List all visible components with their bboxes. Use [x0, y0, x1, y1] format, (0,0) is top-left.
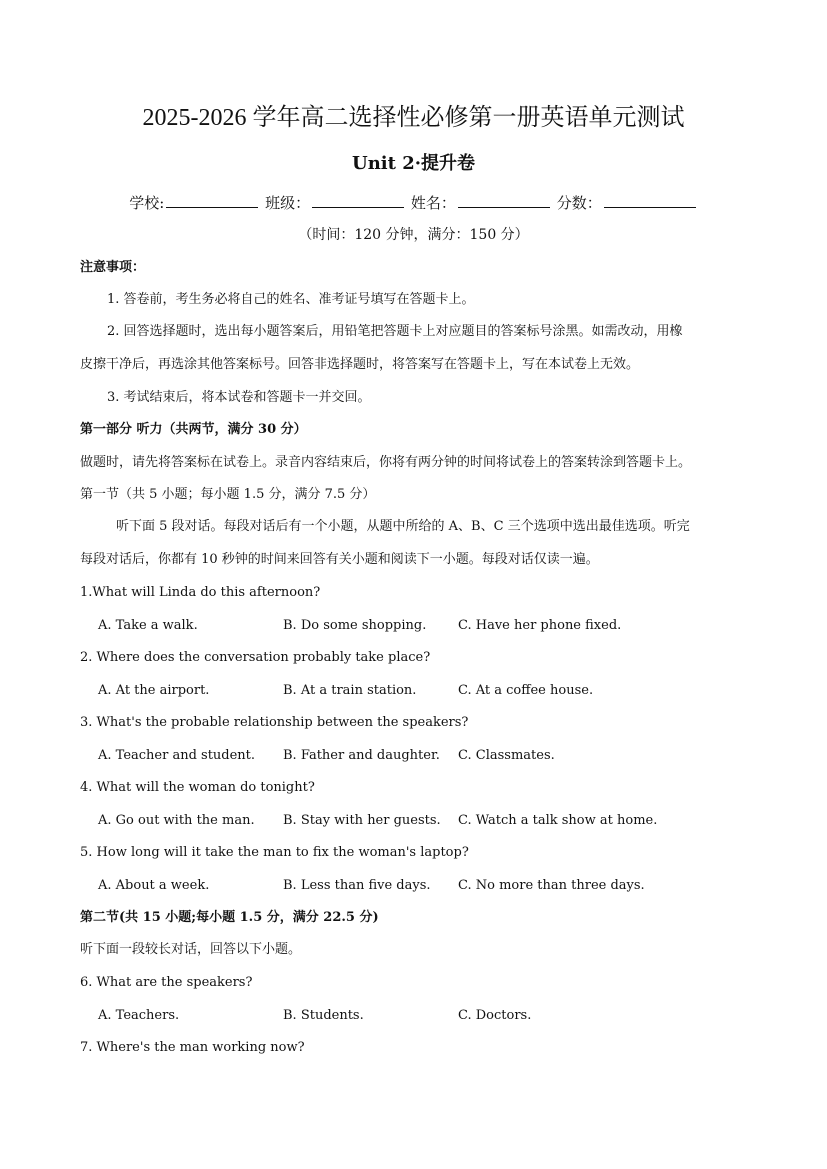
part1-heading: 第一部分 听力（共两节，满分 30 分） [80, 422, 307, 437]
class-blank [312, 193, 404, 208]
question: 3. What's the probable relationship between the speakers? [80, 715, 469, 730]
option-c: C. At a coffee house. [458, 683, 594, 698]
notes-heading: 注意事项： [80, 260, 146, 275]
part1-intro: 做题时，请先将答案标在试卷上。录音内容结束后，你将有两分钟的时间将试卷上的答案转涂到答题卡上。 [80, 455, 692, 470]
option-c: C. Classmates. [458, 748, 555, 763]
note-1: 1. 答卷前，考生务必将自己的姓名、准考证号填写在答题卡上。 [107, 292, 475, 307]
question: 5. How long will it take the man to fix the woman's laptop? [80, 845, 469, 860]
option-b: B. At a train station. [283, 683, 417, 698]
question: 7. Where's the man working now? [80, 1040, 305, 1055]
student-info-fields [0, 193, 827, 213]
question: 6. What are the speakers? [80, 975, 253, 990]
school-label: 学校: [129, 194, 165, 212]
section1-intro: 听下面 5 段对话。每段对话后有一个小题，从题中所给的 A、B、C 三个选项中选出最佳选项。听完 [116, 519, 690, 534]
option-a: A. Go out with the man. [98, 813, 255, 828]
school-blank [166, 193, 258, 208]
note-3: 3. 考试结束后，将本试卷和答题卡一并交回。 [107, 390, 371, 405]
option-a: A. About a week. [98, 878, 210, 893]
option-a: A. Teacher and student. [98, 748, 256, 763]
section1-intro-cont: 每段对话后，你都有 10 秒钟的时间来回答有关小题和阅读下一小题。每段对话仅读一遍。 [80, 552, 599, 567]
section1-heading: 第一节（共 5 小题；每小题 1.5 分，满分 7.5 分） [80, 487, 376, 502]
score-blank [604, 193, 696, 208]
score-label: 分数： [556, 194, 602, 212]
question: 2. Where does the conversation probably take place? [80, 650, 431, 665]
option-b: B. Do some shopping. [283, 618, 427, 633]
option-b: B. Less than five days. [283, 878, 431, 893]
option-b: B. Stay with her guests. [283, 813, 441, 828]
option-a: A. Take a walk. [98, 618, 198, 633]
question: 1.What will Linda do this afternoon? [80, 585, 321, 600]
option-c: C. Doctors. [458, 1008, 532, 1023]
class-label: 班级： [265, 194, 311, 212]
option-b: B. Students. [283, 1008, 364, 1023]
option-a: A. At the airport. [98, 683, 210, 698]
option-c: C. Have her phone fixed. [458, 618, 622, 633]
question: 4. What will the woman do tonight? [80, 780, 315, 795]
note-2-cont: 皮擦干净后，再选涂其他答案标号。回答非选择题时，将答案写在答题卡上，写在本试卷上无效。 [80, 357, 640, 372]
section2-heading: 第二节(共 15 小题;每小题 1.5 分，满分 22.5 分) [80, 910, 379, 925]
name-blank [458, 193, 550, 208]
note-2: 2. 回答选择题时，选出每小题答案后，用铅笔把答题卡上对应题目的答案标号涂黑。如需改动，用橡 [107, 324, 683, 339]
option-c: C. No more than three days. [458, 878, 645, 893]
name-label: 姓名： [410, 194, 456, 212]
time-info: （时间：120 分钟，满分：150 分） [298, 227, 529, 243]
option-a: A. Teachers. [98, 1008, 180, 1023]
exam-subtitle: Unit 2·提升卷 [352, 153, 475, 174]
exam-title: 2025-2026 学年高二选择性必修第一册英语单元测试 [142, 105, 685, 131]
option-b: B. Father and daughter. [283, 748, 440, 763]
option-c: C. Watch a talk show at home. [458, 813, 658, 828]
section2-intro: 听下面一段较长对话，回答以下小题。 [80, 942, 302, 957]
